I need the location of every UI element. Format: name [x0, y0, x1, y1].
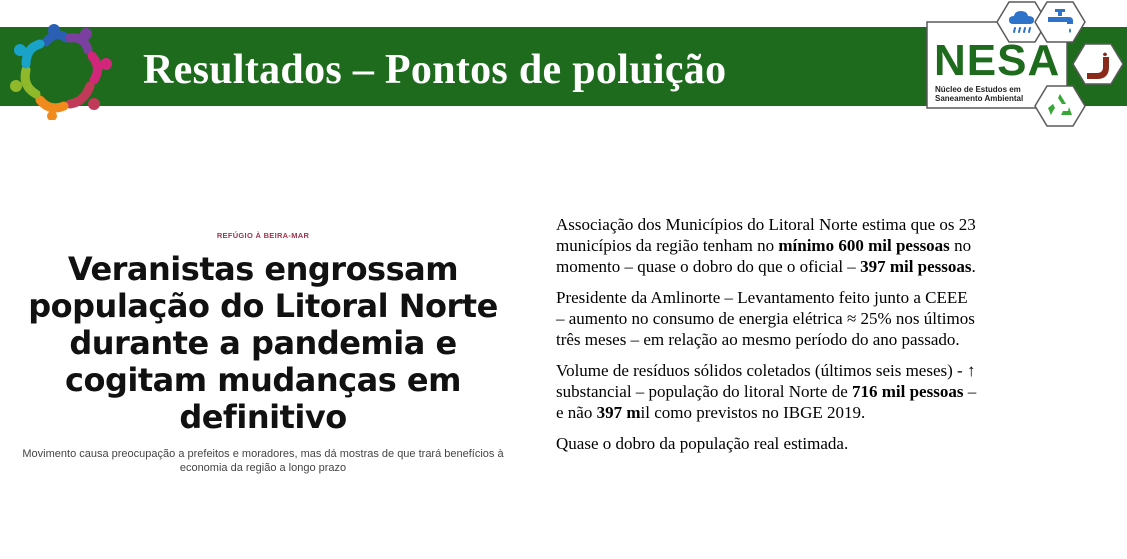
headline-line: definitivo — [179, 398, 347, 436]
paragraph-energy-consumption: Presidente da Amlinorte – Levantamento feito junto a CEEE – aumento no consumo de energia elétrica ≈ 25% nos últimos três meses – em relação ao mesmo período do ano passado. — [556, 288, 975, 349]
article-kicker: REFÚGIO À BEIRA-MAR — [216, 231, 310, 240]
nesa-subtitle-line-2: Saneamento Ambiental — [935, 94, 1024, 103]
headline-line: população do Litoral Norte — [28, 287, 498, 325]
paragraph-conclusion: Quase o dobro da população real estimada. — [556, 434, 849, 453]
article-headline — [14, 251, 512, 436]
nesa-subtitle-line-1: Núcleo de Estudos em — [935, 85, 1021, 94]
headline-line: Veranistas engrossam — [67, 250, 459, 288]
colorful-people-circle-logo — [8, 20, 116, 120]
nesa-acronym: NESA — [934, 36, 1061, 85]
page-title: Resultados – Pontos de poluição — [143, 47, 727, 93]
pipe-icon — [1083, 49, 1113, 79]
headline-line: durante a pandemia e — [69, 324, 457, 362]
rain-cloud-icon — [1007, 7, 1037, 37]
nesa-logo — [925, 0, 1127, 128]
headline-line: cogitam mudanças em — [65, 361, 461, 399]
article-subtitle-line: economia da região a longo prazo — [179, 462, 347, 474]
article-subtitle — [8, 447, 518, 475]
paragraph-population-estimate: Associação dos Municípios do Litoral Norte estima que os 23 municípios da região tenham no mínimo 600 mil pessoas no momento – quase o dobro do que o oficial – 397 mil pessoas. — [556, 215, 976, 276]
faucet-icon — [1045, 6, 1075, 38]
recycle-icon — [1045, 91, 1075, 121]
paragraph-solid-waste: Volume de resíduos sólidos coletados (últimos seis meses) - ↑ substancial – população do litoral Norte de 716 mil pessoas – e não 397 mil como previstos no IBGE 2019. — [556, 361, 977, 422]
article-subtitle-line: Movimento causa preocupação a prefeitos e moradores, mas dá mostras de que trará benefícios à — [22, 448, 504, 460]
body-text — [556, 214, 1096, 464]
